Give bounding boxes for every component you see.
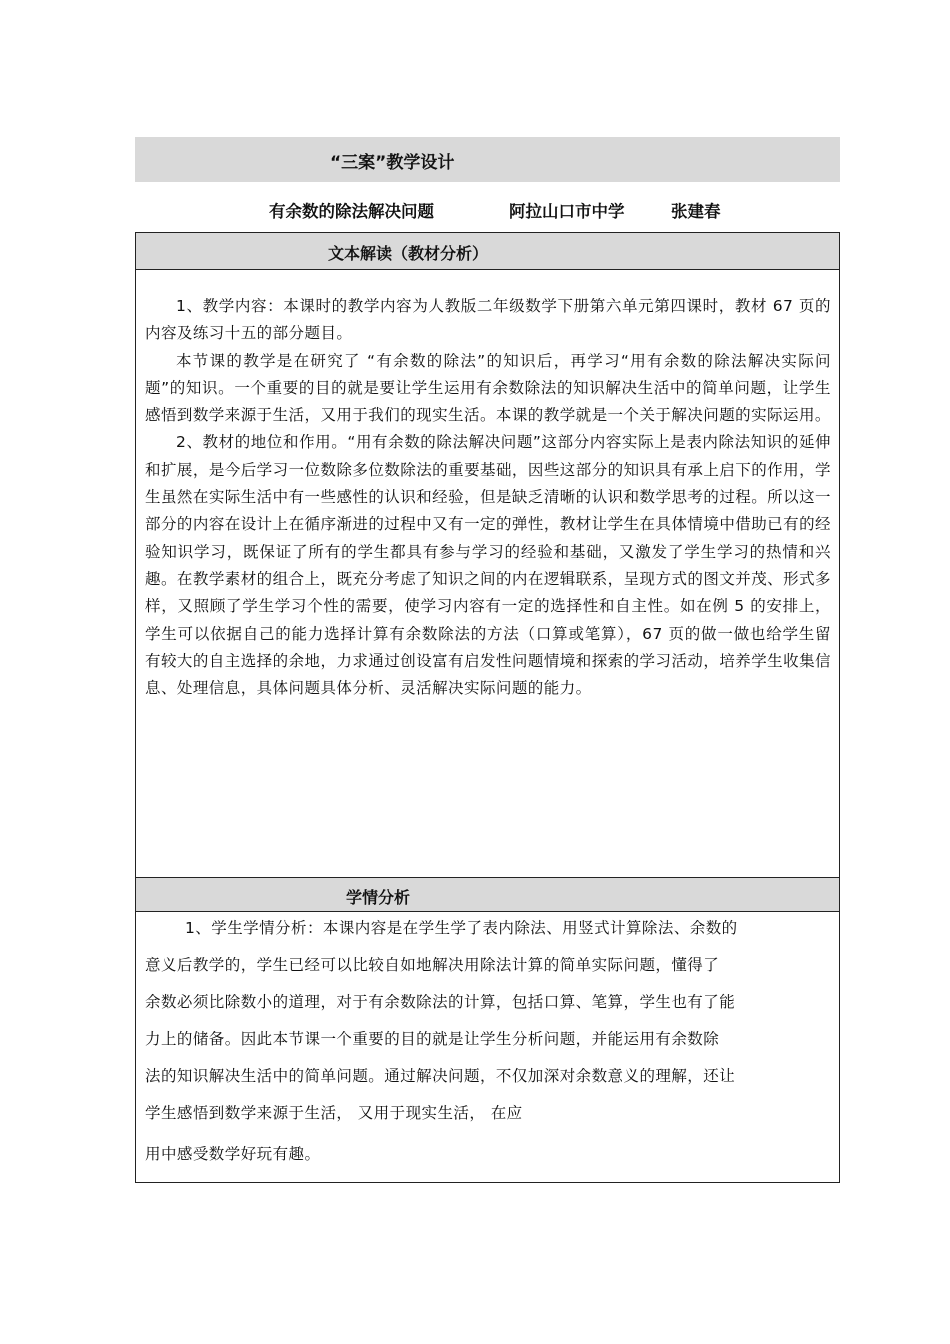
design-table (135, 232, 840, 1183)
title-bar (135, 137, 840, 182)
section-header-learner-analysis (136, 878, 839, 912)
text-line: 用中感受数学好玩有趣。 (145, 1145, 321, 1163)
document-title: “三案”教学设计 (330, 153, 455, 173)
section-heading: 学情分析 (346, 888, 411, 907)
text-line: 力上的储备。因此本节课一个重要的目的就是让学生分析问题，并能运用有余数除 (145, 1030, 720, 1048)
paragraph: 1、教学内容：本课时的教学内容为人教版二年级数学下册第六单元第四课时，教材 67 页的内容及练习十五的部分题目。 (145, 297, 831, 343)
section-body-text-analysis (136, 270, 839, 878)
section-body-learner-analysis (136, 912, 839, 1182)
text-line: 法的知识解决生活中的简单问题。通过解决问题，不仅加深对余数意义的理解，还让 (145, 1067, 736, 1085)
text-line: 意义后教学的，学生已经可以比较自如地解决用除法计算的简单实际问题，懂得了 (145, 956, 720, 974)
section-header-text-analysis (136, 233, 839, 270)
text-line: 1、学生学情分析：本课内容是在学生学了表内除法、用竖式计算除法、余数的 (185, 919, 738, 937)
paragraph: 本节课的教学是在研究了 “有余数的除法”的知识后，再学习“用有余数的除法解决实际问题”的知识。一个重要的目的就是要让学生运用有余数除法的知识解决生活中的简单问题，让学生感悟到数学来源于生活，又用于我们的现实生活。本课的教学就是一个关于解决问题的实际运用。 (145, 351, 831, 425)
text-line: 余数必须比除数小的道理，对于有余数除法的计算，包括口算、笔算，学生也有了能 (145, 993, 736, 1011)
subtitle-row (0, 198, 950, 222)
text-line: 学生感悟到数学来源于生活， 又用于现实生活， 在应 (145, 1104, 523, 1122)
author-name: 张建春 (671, 202, 721, 221)
paragraph: 2、教材的地位和作用。“用有余数的除法解决问题”这部分内容实际上是表内除法知识的延伸和扩展，是今后学习一位数除多位数除法的重要基础，因些这部分的知识具有承上启下的作用，学生虽然在实际生活中有一些感性的认识和经验，但是缺乏清晰的认识和数学思考的过程。所以这一部分的内容在设计上在循序渐进的过程中又有一定的弹性，教材让学生在具体情境中借助已有的经验知识学习，既保证了所有的学生都具有参与学习的经验和基础，又激发了学生学习的热情和兴趣。在教学素材的组合上，既充分考虑了知识之间的内在逻辑联系，呈现方式的图文并茂、形式多样，又照顾了学生学习个性的需要，使学习内容有一定的选择性和自主性。如在例 5 的安排上，学生可以依据自己的能力选择计算有余数除法的方法（口算或笔算），67 页的做一做也给学生留有较大的自主选择的余地，力求通过创设富有启发性问题情境和探索的学习活动，培养学生收集信息、处理信息，具体问题具体分析、灵活解决实际问题的能力。 (145, 433, 831, 698)
lesson-topic: 有余数的除法解决问题 (269, 202, 434, 221)
school-name: 阿拉山口市中学 (509, 202, 625, 221)
section-heading: 文本解读（教材分析） (328, 244, 489, 263)
